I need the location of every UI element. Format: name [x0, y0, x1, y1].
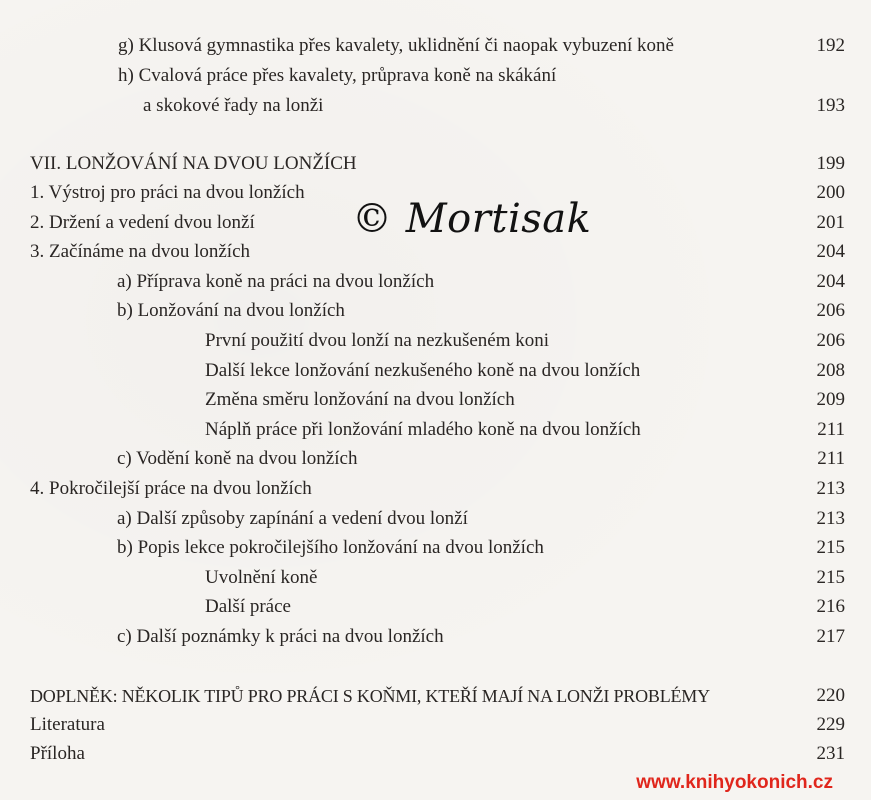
toc-entry-page: 229 — [816, 714, 845, 735]
toc-entry-page: 217 — [816, 626, 845, 647]
toc-entry-title: c) Vodění koně na dvou lonžích — [117, 448, 358, 469]
toc-entry-page: 231 — [816, 743, 845, 764]
toc-entry — [0, 150, 871, 178]
toc-entry-title: Náplň práce při lonžování mladého koně na dvou lonžích — [205, 419, 641, 440]
toc-entry-page: 193 — [816, 95, 845, 116]
toc-entry-page: 206 — [816, 300, 845, 321]
toc-entry-title: a) Příprava koně na práci na dvou lonžích — [117, 271, 435, 292]
toc-entry — [0, 268, 871, 296]
toc-entry-title: g) Klusová gymnastika přes kavalety, uklidnění či naopak vybuzení koně — [118, 35, 674, 56]
toc-entry-page: 213 — [816, 508, 845, 529]
toc-entry-title: 4. Pokročilejší práce na dvou lonžích — [30, 478, 312, 499]
toc-entry-title: c) Další poznámky k práci na dvou lonžích — [117, 626, 444, 647]
website-url-watermark: www.knihyokonich.cz — [636, 772, 833, 793]
toc-entry-title: Příloha — [30, 743, 85, 764]
toc-entry-page: 208 — [816, 360, 845, 381]
toc-entry — [0, 593, 871, 621]
toc-entry-title: 1. Výstroj pro práci na dvou lonžích — [30, 182, 305, 203]
toc-entry-page: 204 — [816, 241, 845, 262]
toc-entry-title: Další lekce lonžování nezkušeného koně na dvou lonžích — [205, 360, 641, 381]
toc-entry-title: VII. LONŽOVÁNÍ NA DVOU LONŽÍCH — [30, 153, 357, 174]
toc-entry — [0, 711, 871, 739]
toc-entry — [0, 416, 871, 444]
toc-entry-page: 211 — [817, 448, 845, 469]
toc-entry-page: 201 — [816, 212, 845, 233]
toc-entry — [0, 740, 871, 768]
toc-entry-title: První použití dvou lonží na nezkušeném koni — [205, 330, 550, 351]
toc-entry-title: h) Cvalová práce přes kavalety, průprava koně na skákání — [118, 65, 557, 86]
toc-entry-page: 215 — [816, 537, 845, 558]
toc-entry-page: 216 — [816, 596, 845, 617]
toc-entry — [0, 62, 871, 90]
toc-entry — [0, 386, 871, 414]
toc-entry — [0, 564, 871, 592]
toc-entry-page: 199 — [816, 153, 845, 174]
toc-entry — [0, 238, 871, 266]
toc-entry-title: Změna směru lonžování na dvou lonžích — [205, 389, 515, 410]
toc-entry — [0, 475, 871, 503]
toc-entry-page: 220 — [816, 685, 845, 706]
toc-entry-title: Další práce — [205, 596, 291, 617]
toc-entry-title: DOPLNĚK: NĚKOLIK TIPŮ PRO PRÁCI S KOŇMI, KTEŘÍ MAJÍ NA LONŽI PROBLÉMY — [30, 686, 710, 706]
toc-entry — [0, 445, 871, 473]
toc-entry-page: 213 — [816, 478, 845, 499]
toc-entry — [0, 505, 871, 533]
toc-entry — [0, 327, 871, 355]
toc-entry — [0, 623, 871, 651]
copyright-watermark: © Mortisak — [352, 196, 592, 242]
toc-entry-page: 215 — [816, 567, 845, 588]
toc-entry — [0, 682, 871, 710]
toc-entry-title: Uvolnění koně — [205, 567, 318, 588]
toc-entry-title: 2. Držení a vedení dvou lonží — [30, 212, 255, 233]
toc-entry-page: 206 — [816, 330, 845, 351]
toc-entry-title: a) Další způsoby zapínání a vedení dvou lonží — [117, 508, 468, 529]
toc-entry — [0, 534, 871, 562]
toc-entry-title: b) Lonžování na dvou lonžích — [117, 300, 345, 321]
toc-entry — [0, 92, 871, 120]
toc-entry — [0, 297, 871, 325]
toc-entry-title: a skokové řady na lonži — [143, 95, 324, 116]
toc-entry — [0, 32, 871, 60]
toc-entry-title: 3. Začínáme na dvou lonžích — [30, 241, 251, 262]
toc-entry-page: 204 — [816, 271, 845, 292]
toc-entry-title: Literatura — [30, 714, 105, 735]
toc-entry-page: 209 — [816, 389, 845, 410]
toc-entry-page: 192 — [816, 35, 845, 56]
toc-entry-page: 211 — [817, 419, 845, 440]
toc-entry-page: 200 — [816, 182, 845, 203]
toc-entry — [0, 357, 871, 385]
toc-entry-title: b) Popis lekce pokročilejšího lonžování na dvou lonžích — [117, 537, 544, 558]
